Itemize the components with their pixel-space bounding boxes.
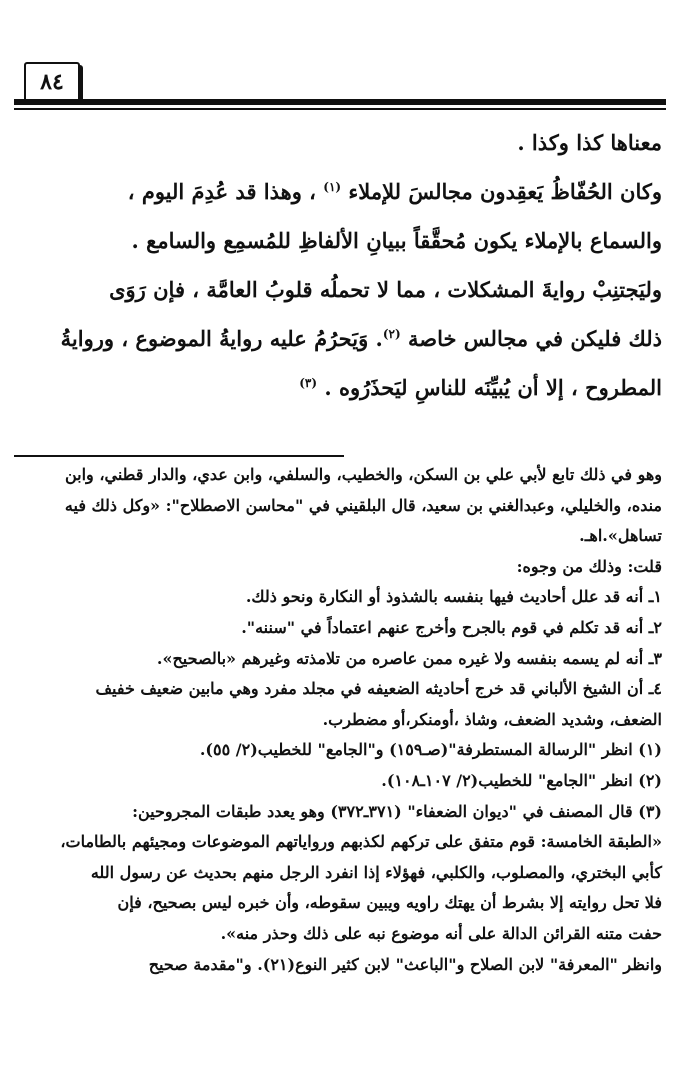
header-rule-thin [14, 108, 666, 110]
footnote-line: ٢ـ أنه قد تكلم في قوم بالجرح وأخرج عنهم اعتماداً في "سننه". [241, 617, 662, 637]
footnote-line: «الطبقة الخامسة: قوم متفق على تركهم لكذبهم ورواياتهم الموضوعات ومجيئهم بالطامات، [60, 832, 662, 852]
footnote-line: تساهل».اهـ. [579, 526, 662, 546]
page-number: ٨٤ [40, 69, 64, 95]
main-line-6: المطروح ، إلا أن يُبيِّنَه للناسِ ليَحذَرُوه . $^{(٣)}$ [299, 375, 662, 400]
footnote-line: وهو في ذلك تابع لأبي علي بن السكن، والخطيب، والسلفي، وابن عدي، والدار قطني، وابن [64, 465, 662, 484]
footnote-separator [14, 455, 344, 457]
footnote-line: ٤ـ أن الشيخ الألباني قد خرج أحاديثه الضعيفه في مجلد مفرد وهي مابين ضعيف خفيف [95, 679, 662, 699]
main-line-5: ذلك فليكن في مجالس خاصة $^{(٢)}$. وَيَحرُمُ عليه روايةُ الموضوع ، وروايةُ [60, 326, 662, 351]
footnote-line: (١) انظر "الرسالة المستطرفة"(صـ١٥٩) و"الجامع" للخطيب(٢/ ٥٥). [199, 740, 662, 760]
main-line-1: معناها كذا وكذا . [517, 130, 662, 155]
footnote-line: ٣ـ أنه لم يسمه بنفسه ولا غيره ممن عاصره من تلامذته وغيرهم «بالصحيح». [156, 648, 662, 668]
main-line-4: وليَجتنِبْ روايةَ المشكلات ، مما لا تحملُه قلوبُ العامَّة ، فإن رَوَى [109, 277, 662, 302]
main-line-2: وكان الحُفّاظُ يَعقِدون مجالسَ للإملاء $^{(١)}$ ، وهذا قد عُدِمَ اليوم ، [127, 179, 662, 204]
footnote-line: ١ـ أنه قد علل أحاديث فيها بنفسه بالشذوذ أو النكارة ونحو ذلك. [245, 587, 662, 607]
main-text [18, 118, 662, 412]
footnote-line: فلا تحل روايته إلا بشرط أن يهتك راويه ويبين سقوطه، وأن خبره ليس بصحيح، فإن [117, 893, 662, 913]
footnote-line: وانظر "المعرفة" لابن الصلاح و"الباعث" لابن كثير النوع(٢١). و"مقدمة صحيح [148, 954, 662, 974]
page-number-box [24, 62, 80, 102]
footnote-ref-1: (١) [323, 180, 342, 194]
header-rule-thick [14, 99, 666, 105]
footnote-ref-2: (٢) [382, 327, 401, 341]
footnote-line: الضعف، وشديد الضعف، وشاذ ،أومنكر،أو مضطرب. [322, 709, 662, 729]
footnote-line: (٢) انظر "الجامع" للخطيب(٢/ ١٠٧ـ١٠٨). [381, 770, 662, 790]
footnote-line: (٣) قال المصنف في "ديوان الضعفاء" (٣٧١ـ٣٧٢) وهو يعدد طبقات المجروحين: [132, 801, 662, 821]
footnotes [18, 460, 662, 980]
footnote-ref-3: (٣) [299, 376, 318, 390]
footnote-line: قلت: وذلك من وجوه: [516, 556, 662, 576]
footnote-line: منده، والخليلي، وعبدالغني بن سعيد، قال البلقيني في "محاسن الاصطلاح": «وكل ذلك فيه [64, 495, 662, 515]
footnote-line: حفت متنه القرائن الدالة على أنه موضوع نبه على ذلك وحذر منه». [220, 923, 662, 943]
footnote-line: كأبي البختري، والمصلوب، والكلبي، فهؤلاء إذا انفرد الرجل منهم بحديث عن رسول الله [90, 862, 662, 882]
main-line-3: والسماع بالإملاء يكون مُحقَّقاً ببيانِ الألفاظِ للمُسمِع والسامع . [131, 228, 662, 253]
